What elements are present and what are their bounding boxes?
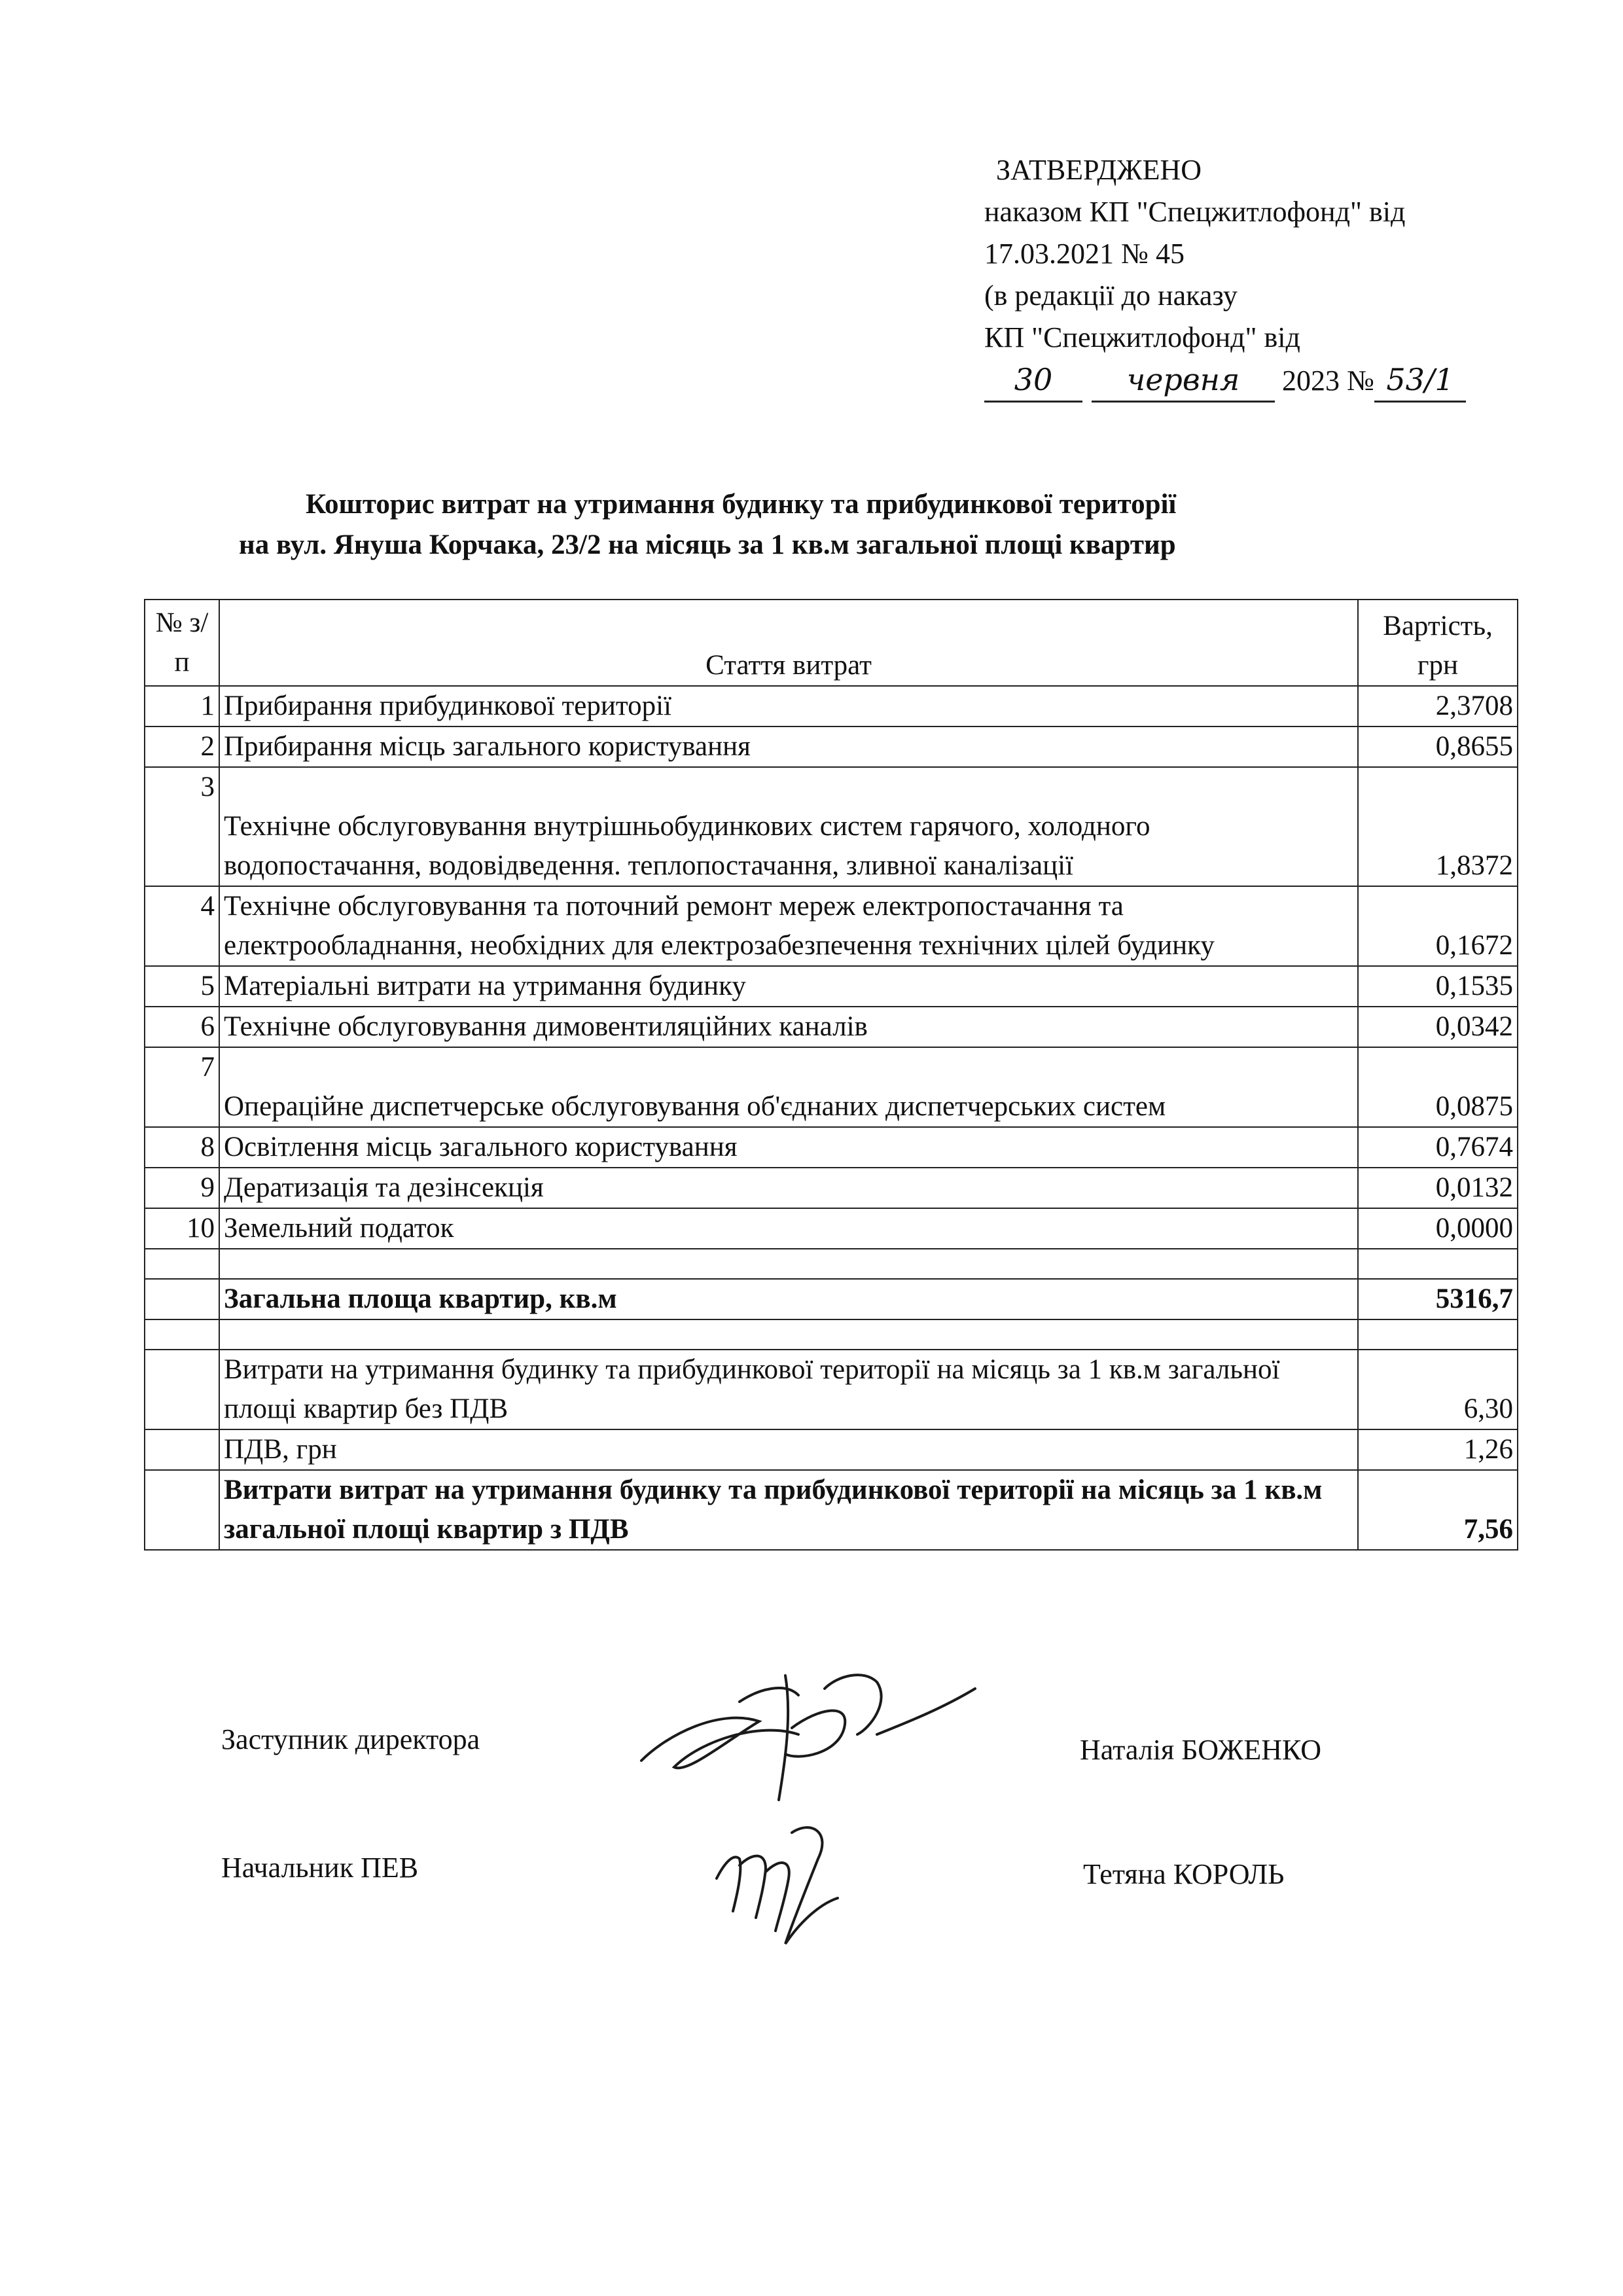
empty-cell bbox=[145, 1350, 219, 1429]
total-area-value: 5316,7 bbox=[1358, 1279, 1518, 1319]
approval-edition-line: (в редакції до наказу bbox=[984, 279, 1238, 312]
table-row bbox=[145, 767, 1518, 886]
row-num: 1 bbox=[145, 686, 219, 726]
signer-name-2: Тетяна КОРОЛЬ bbox=[1083, 1858, 1285, 1890]
row-value: 2,3708 bbox=[1358, 686, 1518, 726]
approval-order-date: 17.03.2021 № 45 bbox=[984, 238, 1185, 270]
row-value: 0,1672 bbox=[1358, 886, 1518, 966]
table-row bbox=[145, 886, 1518, 966]
row-num: 9 bbox=[145, 1168, 219, 1208]
row-name: Технічне обслуговування димовентиляційних каналів bbox=[219, 1007, 1358, 1047]
table-row bbox=[145, 1168, 1518, 1208]
empty-cell bbox=[145, 1470, 219, 1550]
empty-cell bbox=[145, 1249, 219, 1279]
row-value: 0,1535 bbox=[1358, 966, 1518, 1007]
cost-with-vat-row bbox=[145, 1470, 1518, 1550]
table-row bbox=[145, 1047, 1518, 1127]
total-area-label: Загальна площа квартир, кв.м bbox=[219, 1279, 1358, 1319]
row-name: Земельний податок bbox=[219, 1208, 1358, 1249]
row-num: 10 bbox=[145, 1208, 219, 1249]
row-value: 0,0132 bbox=[1358, 1168, 1518, 1208]
empty-cell bbox=[219, 1249, 1358, 1279]
row-value: 0,0000 bbox=[1358, 1208, 1518, 1249]
row-num: 2 bbox=[145, 726, 219, 767]
row-value: 0,0875 bbox=[1358, 1047, 1518, 1127]
row-num: 3 bbox=[145, 767, 219, 886]
row-value: 0,7674 bbox=[1358, 1127, 1518, 1168]
vat-row bbox=[145, 1429, 1518, 1470]
row-num: 7 bbox=[145, 1047, 219, 1127]
header-num: № з/п bbox=[145, 600, 219, 686]
row-value: 0,0342 bbox=[1358, 1007, 1518, 1047]
cost-no-vat-value: 6,30 bbox=[1358, 1350, 1518, 1429]
table-row bbox=[145, 1127, 1518, 1168]
handwritten-day: 30 bbox=[984, 359, 1082, 403]
empty-cell bbox=[145, 1319, 219, 1350]
row-name: Технічне обслуговування та поточний ремонт мереж електропостачання та електрообладнання, необхідних для електрозабезпечення технічних цілей будинку bbox=[219, 886, 1358, 966]
table-header-row bbox=[145, 600, 1518, 686]
empty-cell bbox=[1358, 1319, 1518, 1350]
signer-role-1: Заступник директора bbox=[221, 1723, 480, 1755]
title-line-1: Кошторис витрат на утримання будинку та прибудинкової території bbox=[306, 489, 1177, 520]
approval-block bbox=[982, 149, 1466, 403]
row-num: 4 bbox=[145, 886, 219, 966]
empty-row bbox=[145, 1319, 1518, 1350]
empty-cell bbox=[219, 1319, 1358, 1350]
signer-role-2: Начальник ПЕВ bbox=[221, 1852, 419, 1884]
row-name: Дератизація та дезінсекція bbox=[219, 1168, 1358, 1208]
cost-no-vat-label: Витрати на утримання будинку та прибудинкової території на місяць за 1 кв.м загальної площі квартир без ПДВ bbox=[219, 1350, 1358, 1429]
row-name: Операційне диспетчерське обслуговування об'єднаних диспетчерських систем bbox=[219, 1047, 1358, 1127]
total-area-row bbox=[145, 1279, 1518, 1319]
header-name: Стаття витрат bbox=[219, 600, 1358, 686]
cost-with-vat-label: Витрати витрат на утримання будинку та прибудинкової території на місяць за 1 кв.м загальної площі квартир з ПДВ bbox=[219, 1470, 1358, 1550]
row-name: Матеріальні витрати на утримання будинку bbox=[219, 966, 1358, 1007]
approval-order-line: наказом КП "Спецжитлофонд" від bbox=[984, 196, 1406, 228]
cost-no-vat-row bbox=[145, 1350, 1518, 1429]
empty-cell bbox=[145, 1279, 219, 1319]
table-row bbox=[145, 1208, 1518, 1249]
empty-row bbox=[145, 1249, 1518, 1279]
cost-table bbox=[144, 599, 1518, 1551]
row-num: 6 bbox=[145, 1007, 219, 1047]
title-line-2: на вул. Януша Корчака, 23/2 на місяць за 1 кв.м загальної площі квартир bbox=[239, 529, 1176, 560]
row-value: 1,8372 bbox=[1358, 767, 1518, 886]
approval-year: 2023 № bbox=[1282, 365, 1374, 397]
row-num: 5 bbox=[145, 966, 219, 1007]
header-value: Вартість, грн bbox=[1358, 600, 1518, 686]
empty-cell bbox=[1358, 1249, 1518, 1279]
row-name: Прибирання місць загального користування bbox=[219, 726, 1358, 767]
approval-heading: ЗАТВЕРДЖЕНО bbox=[996, 154, 1202, 186]
handwritten-signature-1 bbox=[628, 1662, 982, 1820]
approval-edition-org: КП "Спецжитлофонд" від bbox=[984, 321, 1300, 353]
table-row bbox=[145, 966, 1518, 1007]
table-row bbox=[145, 1007, 1518, 1047]
handwritten-month: червня bbox=[1092, 359, 1275, 403]
handwritten-order-number: 53/1 bbox=[1374, 359, 1466, 403]
signer-name-1: Наталія БОЖЕНКО bbox=[1080, 1734, 1322, 1766]
row-name: Освітлення місць загального користування bbox=[219, 1127, 1358, 1168]
table-row bbox=[145, 726, 1518, 767]
handwritten-signature-2 bbox=[707, 1806, 851, 1950]
cost-with-vat-value: 7,56 bbox=[1358, 1470, 1518, 1550]
row-name: Технічне обслуговування внутрішньобудинкових систем гарячого, холодного водопостачання, водовідведення. теплопостачання, зливної каналізації bbox=[219, 767, 1358, 886]
row-value: 0,8655 bbox=[1358, 726, 1518, 767]
table-row bbox=[145, 686, 1518, 726]
vat-value: 1,26 bbox=[1358, 1429, 1518, 1470]
row-name: Прибирання прибудинкової території bbox=[219, 686, 1358, 726]
row-num: 8 bbox=[145, 1127, 219, 1168]
approval-edition-date bbox=[982, 359, 1466, 403]
vat-label: ПДВ, грн bbox=[219, 1429, 1358, 1470]
empty-cell bbox=[145, 1429, 219, 1470]
